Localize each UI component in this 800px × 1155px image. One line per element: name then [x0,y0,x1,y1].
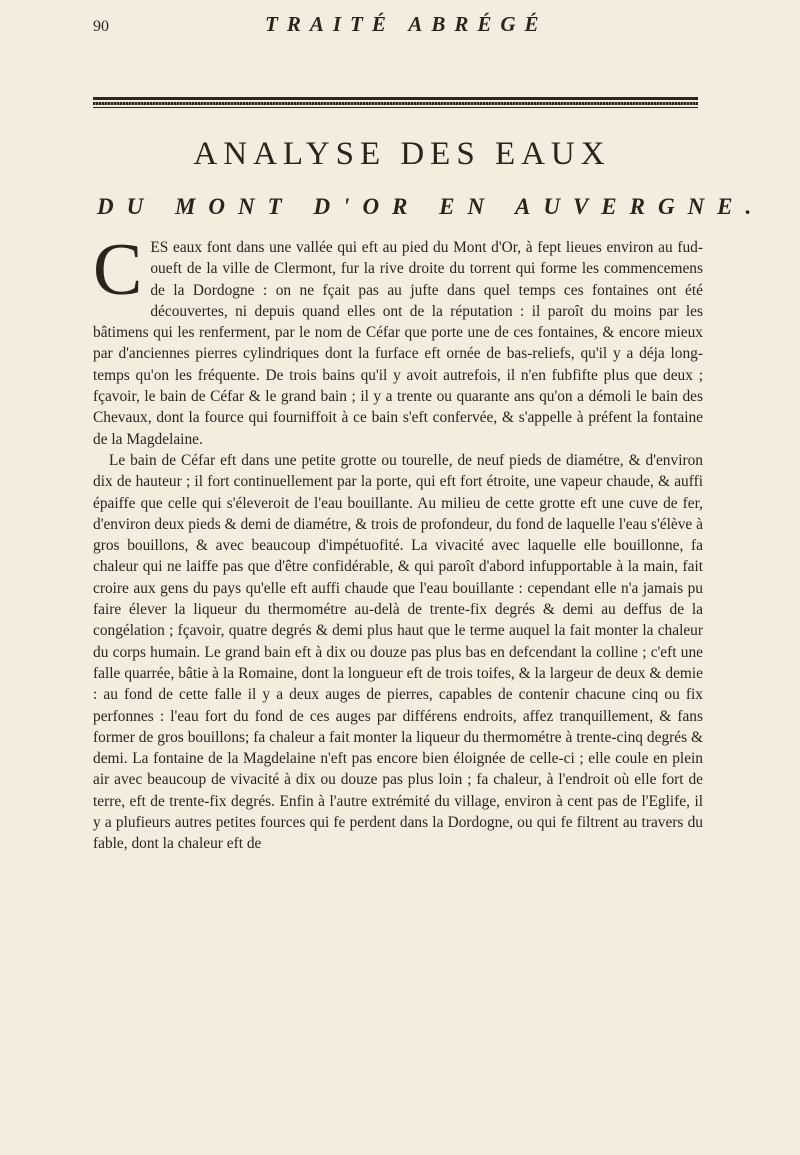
running-title: TRAITÉ ABRÉGÉ [265,12,548,36]
paragraph-1 [93,229,703,450]
ornamental-rule [93,97,698,108]
chapter-subtitle: DU MONT D'OR EN AUVERGNE. [97,194,765,219]
drop-cap: C [93,229,143,311]
paragraph-2: Le bain de Céfar eft dans une petite grotte ou tourelle, de neuf pieds de diamétre, & d'environ dix de hauteur ; il fort continuellement par la porte, qui eft fort étroite, une vapeur chaude, & auffi épaiffe que celle qui s'éleveroit de l'eau bouillante. Au milieu de cette grotte eft une cuve de fer, d'environ deux pieds & demi de diamétre, & trois de profondeur, du fond de laquelle l'eau s'élève à gros bouillons, & avec beaucoup d'impétuofité. La vivacité avec laquelle elle bouillonne, fa chaleur qui ne laiffe pas que d'être confidérable, & qui paroît d'abord infupportable à la main, fait croire aux gens du pays qu'elle eft auffi chaude que l'eau bouillante : cependant elle n'a jamais pu faire élever la liqueur du thermométre au-delà de trente-fix degrés & demi au deffus de la congélation ; fçavoir, quatre degrés & demi plus haut que le terme auquel la fait monter la chaleur du corps humain. Le grand bain eft à dix ou douze pas plus bas en defcendant la colline ; c'eft une falle quarrée, bâtie à la Romaine, dont la longueur eft de trois toifes, & la largeur de deux & demie : au fond de cette falle il y a deux auges de pierres, capables de contenir chacune cinq ou fix perfonnes : l'eau fort du fond de ces auges par différens endroits, affez tranquillement, & fans former de gros bouillons; fa chaleur a fait monter la liqueur du thermométre à trente-cinq degrés & demi. La fontaine de la Magdelaine n'eft pas encore bien éloignée de celle-ci ; elle coule en plein air avec beaucoup de vivacité à dix ou douze pas plus loin ; fa chaleur, à l'endroit où elle fort de terre, eft de trente-fix degrés. Enfin à l'autre extrémité du village, environ à cent pas de l'Eglife, il y a plufieurs autres petites fources qui fe perdent dans la Dordogne, ou qui fe filtrent au travers du fable, dont la chaleur eft de [93,451,703,853]
paragraph-1-text: ES eaux font dans une vallée qui eft au pied du Mont d'Or, à fept lieues environ au fud-oueft de la ville de Clermont, fur la rive droite du torrent qui forme les commencemens de la Dordogne : on ne fçait pas au jufte dans quel temps ces fontaines ont été découvertes, ni depuis quand elles ont de la réputation : il paroît du moins par les bâtimens qui les renferment, par le nom de Céfar que porte une de ces fontaines, & encore mieux par d'anciennes pierres cylindriques dont la furface eft ornée de bas-reliefs, qu'il y a déja long-temps qu'on les fréquente. De trois bains qu'il y avoit autrefois, il n'en fubfifte plus que deux ; fçavoir, le bain de Céfar & le grand bain ; il y a trente ou quarante ans qu'on a démoli le bain des Chevaux, dont la fource qui fourniffoit à ce bain s'eft confervée, & s'appelle à préfent la fontaine de la Magdelaine. [93,239,703,448]
page-number: 90 [93,18,109,35]
running-head [0,8,800,48]
body-text [93,229,703,855]
chapter-title: ANALYSE DES EAUX [193,136,611,172]
